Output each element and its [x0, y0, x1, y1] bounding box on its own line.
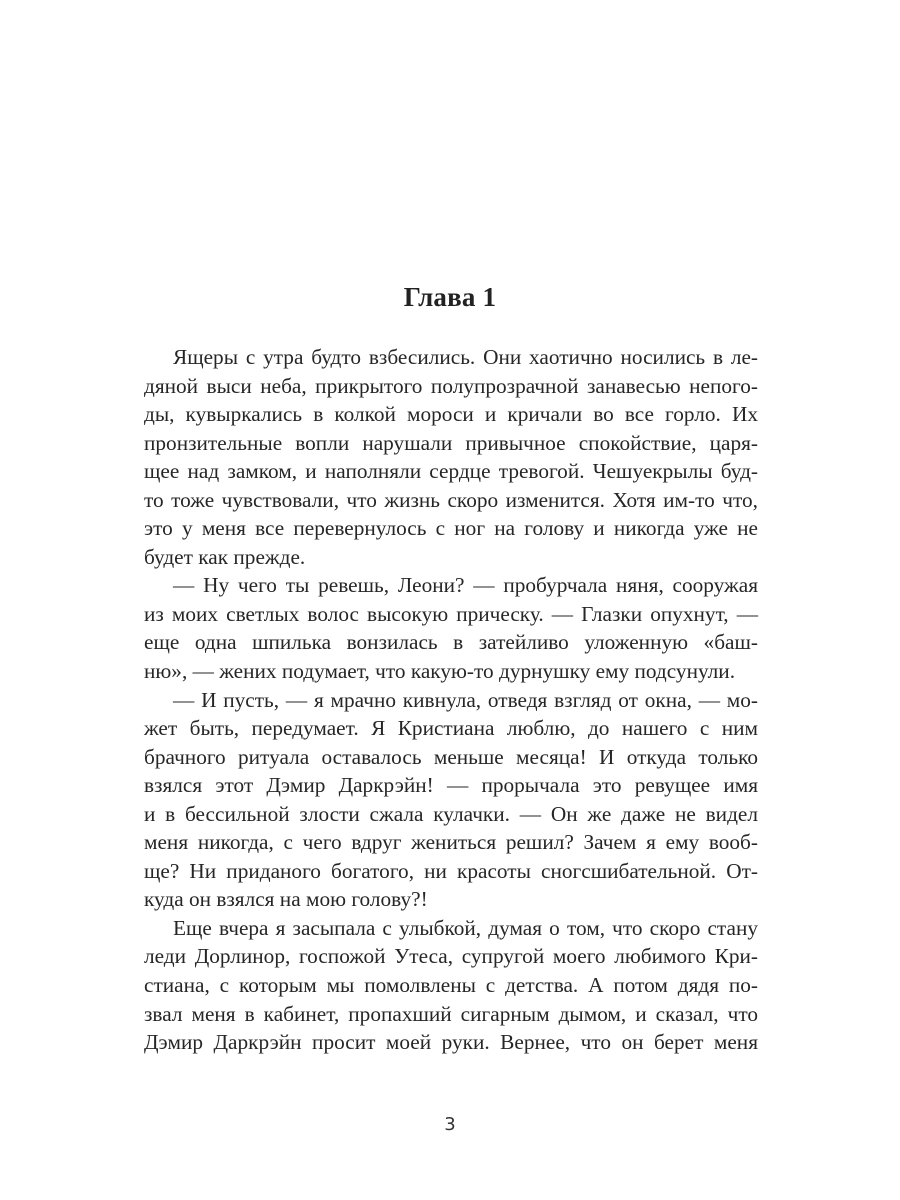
text-line: и в бессильной злости сжала кулачки. — Он же даже не видел [144, 801, 758, 826]
text-line: — И пусть, — я мрачно кивнула, отведя взгляд от окна, — мо- [173, 687, 758, 712]
text-line: то тоже чувствовали, что жизнь скоро изменится. Хотя им-то что, [144, 487, 758, 512]
text-line: жет быть, передумает. Я Кристиана люблю, до нашего с ним [144, 716, 758, 741]
text-line: Дэмир Даркрэйн просит моей руки. Вернее, что он берет меня [144, 1030, 758, 1055]
text-line: стиана, с которым мы помолвлены с детства. А потом дядя по- [144, 973, 758, 998]
page-number: 3 [444, 1114, 456, 1135]
text-line: ню», — жених подумает, что какую-то дурнушку ему подсунули. [144, 659, 736, 684]
text-line: дяной выси неба, прикрытого полупрозрачной занавесью непого- [144, 373, 758, 398]
text-line: пронзительные вопли нарушали привычное спокойствие, царя- [144, 430, 758, 455]
text-line: звал меня в кабинет, пропахший сигарным дымом, и сказал, что [144, 1001, 758, 1026]
text-line: будет как прежде. [144, 544, 306, 569]
text-line: ще? Ни приданого богатого, ни красоты сногсшибательной. От- [144, 858, 758, 883]
text-line: куда он взялся на мою голову?! [144, 887, 428, 912]
text-line: леди Дорлинор, госпожой Утеса, супругой моего любимого Кри- [144, 944, 758, 969]
text-line: взялся этот Дэмир Даркрэйн! — прорычала это ревущее имя [144, 773, 758, 798]
text-line: это у меня все перевернулось с ног на голову и никогда уже не [144, 516, 758, 541]
text-line: из моих светлых волос высокую прическу. — Глазки опухнут, — [144, 601, 758, 626]
text-line: ды, кувыркались в колкой мороси и кричали во все горло. Их [144, 402, 758, 427]
text-line: — Ну чего ты ревешь, Леони? — пробурчала няня, сооружая [173, 573, 758, 598]
body-text [144, 343, 758, 1057]
text-line: еще одна шпилька вонзилась в затейливо уложенную «баш- [144, 630, 758, 655]
text-line: щее над замком, и наполняли сердце тревогой. Чешуекрылы буд- [144, 459, 758, 484]
text-line: Ящеры с утра будто взбесились. Они хаотично носились в ле- [173, 345, 758, 369]
text-line: меня никогда, с чего вдруг жениться решил? Зачем я ему вооб- [144, 830, 758, 855]
chapter-title: Глава 1 [403, 282, 497, 312]
text-line: Еще вчера я засыпала с улыбкой, думая о том, что скоро стану [173, 915, 758, 940]
text-line: брачного ритуала оставалось меньше месяца! И откуда только [144, 744, 758, 769]
